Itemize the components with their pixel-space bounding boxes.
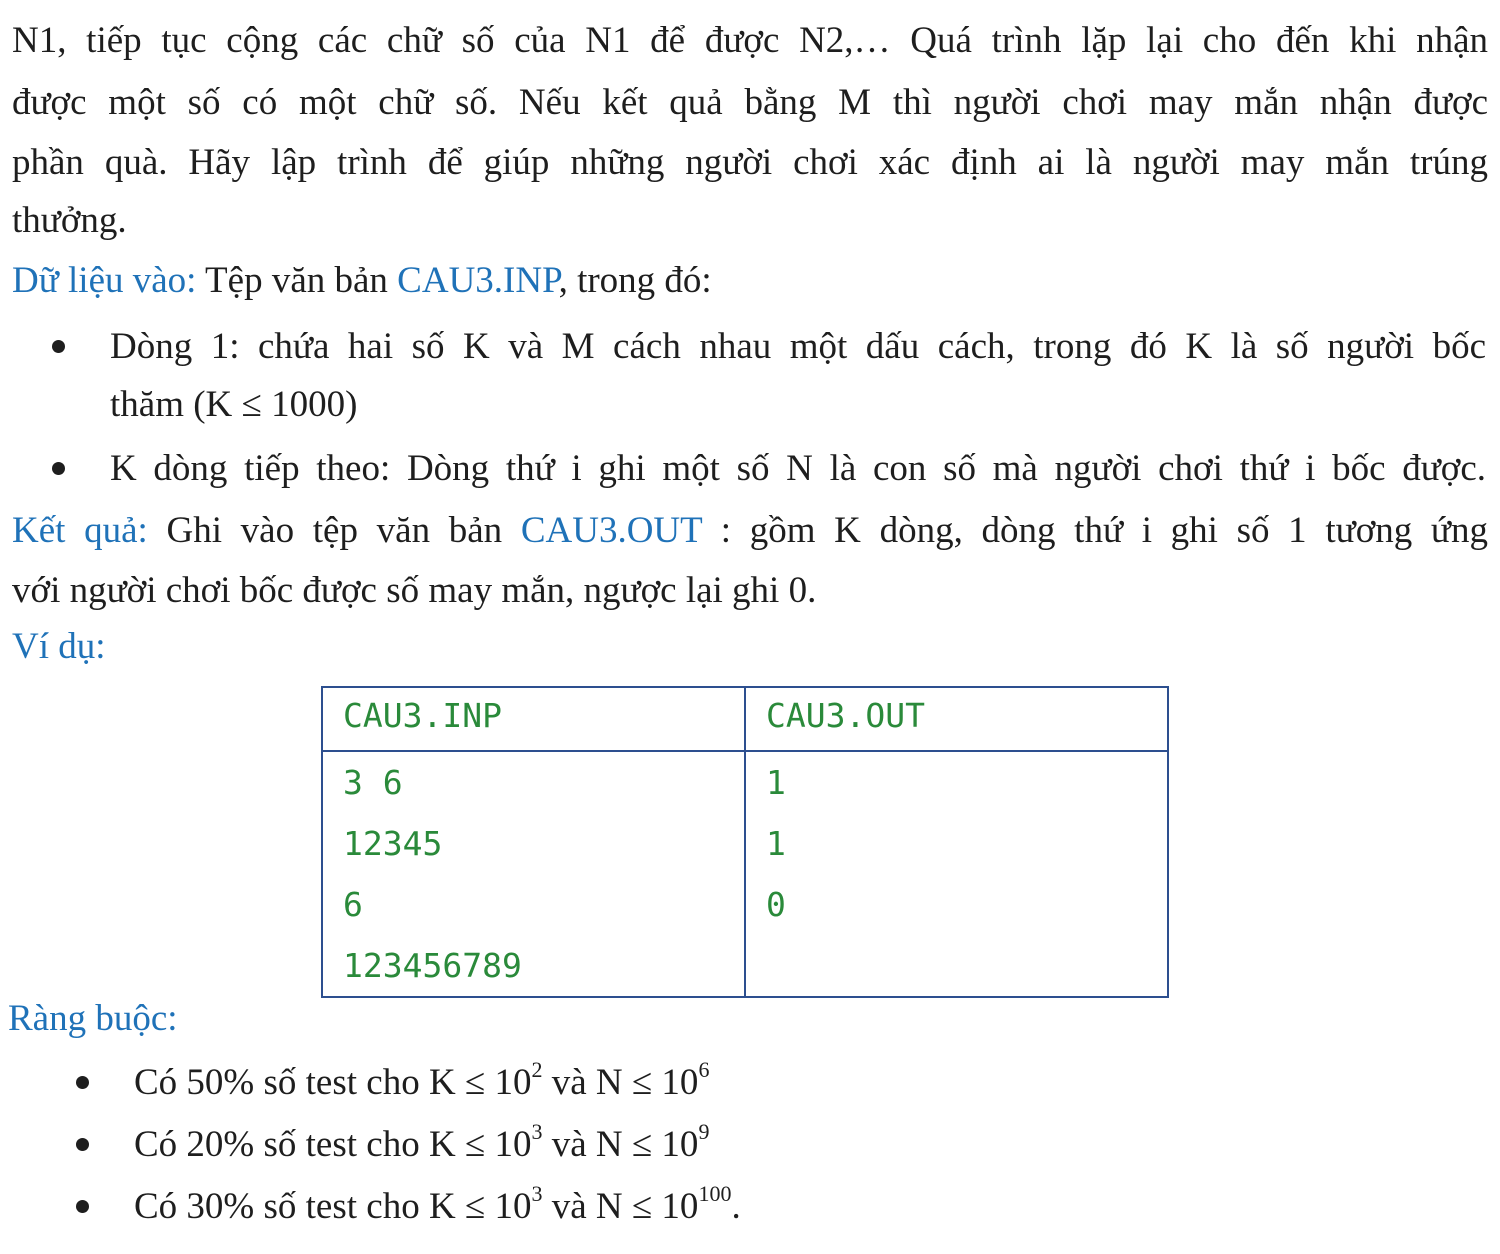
constraints-label: Ràng buộc: bbox=[8, 998, 178, 1039]
constraint-text: và N ≤ 10 bbox=[542, 1062, 699, 1103]
example-output-cell bbox=[745, 751, 1168, 997]
example-input-line: 3 6 bbox=[343, 763, 403, 802]
constraint-suffix: . bbox=[731, 1186, 741, 1227]
bullet-icon bbox=[76, 1138, 89, 1151]
constraint-item-2 bbox=[134, 1118, 710, 1168]
output-line-2: với người chơi bốc được số may mắn, ngược lại ghi 0. bbox=[12, 570, 817, 611]
input-bullet-1-line-2: thăm (K ≤ 1000) bbox=[110, 384, 358, 425]
bullet-icon bbox=[76, 1076, 89, 1089]
constraint-k-exponent: 2 bbox=[531, 1056, 543, 1082]
example-output-line bbox=[766, 935, 1167, 996]
paragraph-line-1: N1, tiếp tục cộng các chữ số của N1 để được N2,… Quá trình lặp lại cho đến khi nhận bbox=[12, 20, 1488, 61]
output-text-after: : gồm K dòng, dòng thứ i ghi số 1 tương ứng bbox=[702, 510, 1488, 551]
constraint-text: và N ≤ 10 bbox=[542, 1124, 699, 1165]
input-bullet-2: K dòng tiếp theo: Dòng thứ i ghi một số N là con số mà người chơi thứ i bốc được. bbox=[110, 448, 1486, 489]
constraint-text: Có 50% số test cho K ≤ 10 bbox=[134, 1062, 532, 1103]
constraint-k-exponent: 3 bbox=[531, 1180, 543, 1206]
output-filename: CAU3.OUT bbox=[520, 510, 703, 551]
input-section-heading bbox=[12, 258, 1488, 304]
constraint-item-1 bbox=[134, 1056, 710, 1106]
input-label: Dữ liệu vào: bbox=[12, 260, 197, 301]
input-text-before: Tệp văn bản bbox=[196, 260, 398, 301]
bullet-icon bbox=[76, 1200, 89, 1213]
input-filename: CAU3.INP bbox=[397, 260, 559, 301]
input-text-after: , trong đó: bbox=[558, 260, 712, 301]
constraint-n-exponent: 100 bbox=[698, 1180, 732, 1206]
example-output-line: 0 bbox=[766, 885, 786, 924]
example-label: Ví dụ: bbox=[12, 626, 106, 667]
constraint-item-3 bbox=[134, 1180, 741, 1230]
paragraph-line-4: thưởng. bbox=[12, 200, 127, 241]
example-table bbox=[321, 686, 1169, 998]
example-table-body-row bbox=[322, 751, 1168, 997]
constraint-n-exponent: 9 bbox=[698, 1118, 710, 1144]
paragraph-line-3: phần quà. Hãy lập trình để giúp những người chơi xác định ai là người may mắn trúng bbox=[12, 142, 1488, 183]
output-text-before: Ghi vào tệp văn bản bbox=[147, 510, 521, 551]
example-input-line: 6 bbox=[343, 885, 363, 924]
example-output-line: 1 bbox=[766, 824, 786, 863]
constraint-text: Có 30% số test cho K ≤ 10 bbox=[134, 1186, 532, 1227]
paragraph-line-2: được một số có một chữ số. Nếu kết quả bằng M thì người chơi may mắn nhận được bbox=[12, 82, 1488, 123]
constraint-k-exponent: 3 bbox=[531, 1118, 543, 1144]
output-section-heading bbox=[12, 508, 1488, 554]
example-output-line: 1 bbox=[766, 763, 786, 802]
bullet-icon bbox=[52, 462, 65, 475]
example-input-line: 12345 bbox=[343, 824, 443, 863]
example-header-output: CAU3.OUT bbox=[745, 687, 1168, 751]
output-label: Kết quả: bbox=[12, 510, 148, 551]
constraint-n-exponent: 6 bbox=[698, 1056, 710, 1082]
bullet-icon bbox=[52, 340, 65, 353]
constraint-text: Có 20% số test cho K ≤ 10 bbox=[134, 1124, 532, 1165]
input-bullet-1-line-1: Dòng 1: chứa hai số K và M cách nhau một dấu cách, trong đó K là số người bốc bbox=[110, 326, 1486, 367]
example-input-line: 123456789 bbox=[343, 946, 522, 985]
example-header-input: CAU3.INP bbox=[322, 687, 745, 751]
example-input-cell bbox=[322, 751, 745, 997]
constraint-text: và N ≤ 10 bbox=[542, 1186, 699, 1227]
example-table-header-row bbox=[322, 687, 1168, 751]
